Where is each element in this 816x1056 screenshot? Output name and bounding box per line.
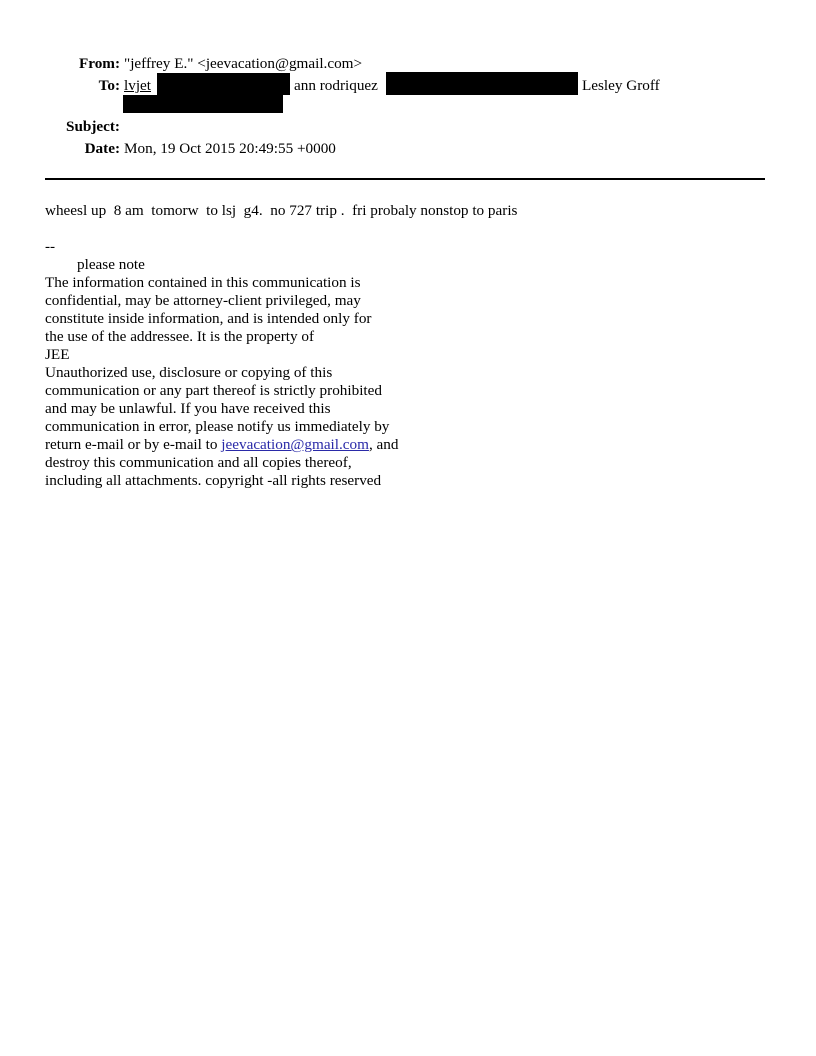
disclaimer-line: JEE xyxy=(45,346,70,363)
disclaimer-line: constitute inside information, and is intended only for xyxy=(45,310,372,327)
from-label: From: xyxy=(78,55,120,72)
to-label: To: xyxy=(98,77,120,94)
redaction-box xyxy=(157,73,290,95)
disclaimer-line: destroy this communication and all copies thereof, xyxy=(45,454,352,471)
please-note: please note xyxy=(77,256,145,273)
disclaimer-line: confidential, may be attorney-client privileged, may xyxy=(45,292,361,309)
message-body: wheesl up 8 am tomorw to lsj g4. no 727 trip . fri probaly nonstop to paris xyxy=(45,202,518,219)
redaction-box xyxy=(386,72,578,95)
disclaimer-line: and may be unlawful. If you have received this xyxy=(45,400,331,417)
disclaimer-line: communication or any part thereof is strictly prohibited xyxy=(45,382,382,399)
email-link[interactable]: jeevacation@gmail.com xyxy=(221,436,369,453)
date-value: Mon, 19 Oct 2015 20:49:55 +0000 xyxy=(124,140,336,157)
subject-label: Subject: xyxy=(66,118,120,135)
return-suffix: , and xyxy=(368,436,399,453)
disclaimer-line: the use of the addressee. It is the property of xyxy=(45,328,315,345)
return-prefix: return e-mail or by e-mail to xyxy=(45,436,222,453)
redaction-box xyxy=(123,95,283,113)
to-recipient-2: ann rodriquez xyxy=(294,77,378,94)
to-recipient-3: Lesley Groff xyxy=(582,77,660,94)
header-divider xyxy=(45,178,765,180)
date-label: Date: xyxy=(84,140,120,157)
to-recipient-1: lvjet xyxy=(124,77,151,94)
disclaimer-line: Unauthorized use, disclosure or copying of this xyxy=(45,364,333,381)
disclaimer-line: including all attachments. copyright -all rights reserved xyxy=(45,472,382,489)
from-value: "jeffrey E." <jeevacation@gmail.com> xyxy=(124,55,363,72)
disclaimer-line: The information contained in this communication is xyxy=(45,274,361,291)
disclaimer-return-line xyxy=(45,436,398,454)
disclaimer-line: communication in error, please notify us immediately by xyxy=(45,418,390,435)
signature-separator: -- xyxy=(45,238,56,255)
